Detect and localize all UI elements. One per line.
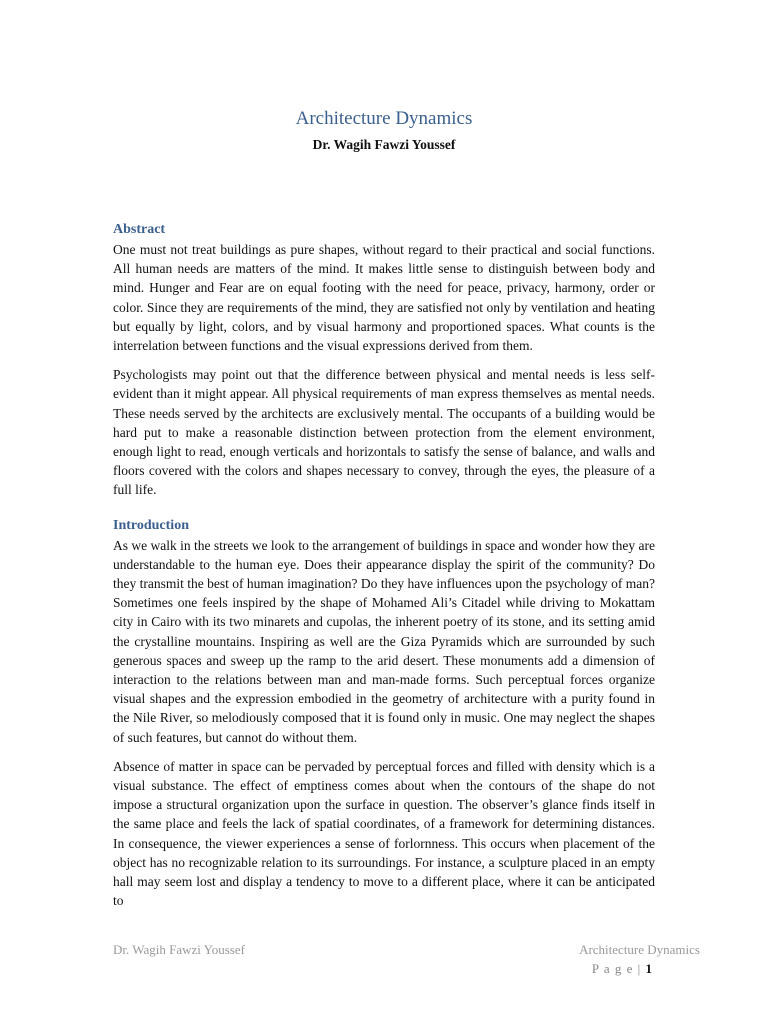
page-label: P a g e | <box>591 961 642 976</box>
footer-title: Architecture Dynamics <box>579 942 700 957</box>
page-number-block <box>592 961 653 977</box>
introduction-paragraph-1: As we walk in the streets we look to the arrangement of buildings in space and wonder how they are understandable to the human eye. Does their appearance display the spirit of the community? Do they transmit the best of human imagination? Do they have influences upon the psychology of man? Sometimes one feels inspired by the shape of Mohamed Ali’s Citadel while driving to Mokattam city in Cairo with its two minarets and cupolas, the inherent poetry of its stone, and its setting amid the crystalline mountains. Inspiring as well are the Giza Pyramids which are surrounded by such generous spaces and sweep up the ramp to the arid desert. These monuments add a dimension of interaction to the relations between man and man-made forms. Such perceptual forces organize visual shapes and the expression embodied in the geometry of architecture with a purity found in the Nile River, so melodiously composed that it is found only in music. One may neglect the shapes of such features, but cannot do without them. <box>113 537 655 745</box>
abstract-heading: Abstract <box>113 222 166 237</box>
footer-author: Dr. Wagih Fawzi Youssef <box>113 942 245 957</box>
page-number: 1 <box>645 961 653 976</box>
document-title: Architecture Dynamics <box>295 108 473 129</box>
abstract-paragraph-2: Psychologists may point out that the difference between physical and mental needs is less self-evident than it might appear. All physical requirements of man express themselves as mental needs. These needs served by the architects are exclusively mental. The occupants of a building would be hard put to make a reasonable distinction between protection from the element environment, enough light to read, enough verticals and horizontals to satisfy the sense of balance, and walls and floors covered with the colors and shapes necessary to convey, through the eyes, the pleasure of a full life. <box>113 367 655 498</box>
introduction-heading: Introduction <box>113 517 189 533</box>
introduction-paragraph-2: Absence of matter in space can be pervaded by perceptual forces and filled with density which is a visual substance. The effect of emptiness comes about when the contours of the shape do not impose a structural organization upon the surface in question. The observer’s glance finds itself in the same place and feels the lack of spatial coordinates, of a framework for determining distances. In consequence, the viewer experiences a sense of forlornness. This occurs when placement of the object has no recognizable relation to its surroundings. For instance, a sculpture placed in an empty hall may seem lost and display a tendency to move to a different place, where it can be anticipated to <box>113 758 655 909</box>
abstract-paragraph-1: One must not treat buildings as pure shapes, without regard to their practical and social functions. All human needs are matters of the mind. It makes little sense to distinguish between body and mind. Hunger and Fear are on equal footing with the need for peace, privacy, harmony, order or color. Since they are requirements of the mind, they are satisfied not only by ventilation and heating but equally by light, colors, and by visual harmony and proportioned spaces. What counts is the interrelation between functions and the visual expressions derived from them. <box>113 242 655 354</box>
document-body <box>113 220 655 921</box>
document-author: Dr. Wagih Fawzi Youssef <box>312 137 456 152</box>
